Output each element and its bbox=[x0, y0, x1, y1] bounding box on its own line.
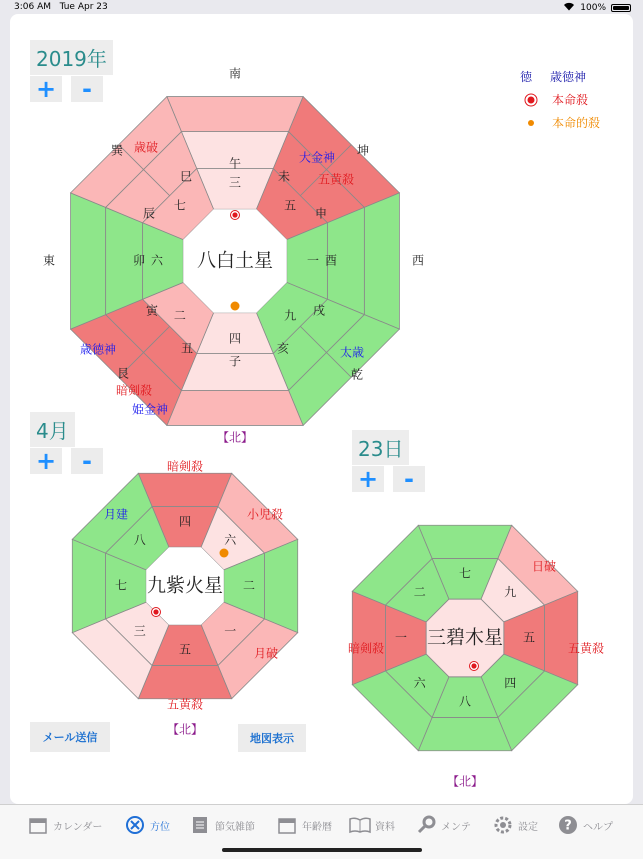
year-dir-inui: 乾 bbox=[350, 367, 364, 382]
month-label-br: 月破 bbox=[253, 646, 279, 661]
status-time-date bbox=[14, 2, 108, 12]
day-star-3: 四 bbox=[504, 675, 517, 690]
tab-calendar[interactable] bbox=[28, 815, 102, 835]
year-star-7: 七 bbox=[173, 198, 186, 213]
year-branch-hitsuji: 未 bbox=[277, 169, 291, 184]
year-dir-north: 【北】 bbox=[216, 430, 254, 445]
mail-send-button[interactable]: メール送信 bbox=[30, 722, 110, 752]
tab-label-help: ヘルプ bbox=[583, 821, 613, 833]
month-label-tr: 小児殺 bbox=[246, 507, 284, 522]
year-branch-i: 亥 bbox=[276, 341, 290, 356]
year-branch-mi: 巳 bbox=[179, 169, 193, 184]
year-minus-button[interactable]: - bbox=[71, 76, 103, 102]
year-dir-son: 巽 bbox=[110, 143, 124, 158]
tab-label-direction: 方位 bbox=[150, 821, 170, 833]
tab-maintenance[interactable] bbox=[416, 815, 471, 835]
month-sector-6-ring-0 bbox=[72, 539, 105, 632]
year-branch-inu: 戌 bbox=[312, 303, 326, 318]
year-god-daikonjin: 大金神 bbox=[298, 150, 336, 165]
age-calendar-icon bbox=[277, 815, 297, 835]
battery-icon bbox=[611, 4, 631, 12]
year-dir-east: 東 bbox=[42, 253, 56, 268]
day-center-star: 三碧木星 bbox=[426, 626, 504, 649]
year-evil-saiha: 歳破 bbox=[133, 140, 159, 155]
year-sector-2-ring-0 bbox=[364, 193, 399, 329]
month-star-7: 八 bbox=[133, 533, 146, 548]
year-branch-ne: 子 bbox=[228, 354, 242, 369]
legend-item-saitokujin bbox=[520, 68, 586, 85]
status-time: 3:06 AM bbox=[14, 2, 51, 12]
content-panel bbox=[10, 14, 633, 804]
month-marker-2 bbox=[153, 609, 158, 614]
year-star-5: 二 bbox=[173, 308, 186, 323]
year-god-taisai: 太歳 bbox=[339, 345, 365, 360]
legend-label-honmeitekisatsu: 本命的殺 bbox=[552, 116, 601, 130]
month-plus-button[interactable]: + bbox=[30, 448, 62, 474]
month-center-star: 九紫火星 bbox=[146, 574, 224, 597]
year-dir-west: 西 bbox=[411, 253, 425, 268]
day-sector-6-ring-0 bbox=[352, 591, 385, 684]
month-star-4: 五 bbox=[178, 642, 192, 657]
month-star-5: 三 bbox=[133, 623, 146, 638]
legend-item-honmeisatsu bbox=[520, 91, 588, 108]
svg-text:?: ? bbox=[564, 818, 572, 834]
day-star-0: 七 bbox=[458, 566, 472, 581]
day-label-left: 暗剣殺 bbox=[347, 641, 385, 656]
status-right bbox=[563, 2, 631, 14]
book-icon bbox=[350, 815, 370, 835]
tab-materials[interactable] bbox=[350, 815, 395, 835]
year-branch-u: 卯 bbox=[132, 253, 146, 268]
red-dot-icon bbox=[520, 93, 542, 107]
day-label-tr: 日破 bbox=[531, 559, 557, 574]
day-label: 23日 bbox=[352, 430, 409, 465]
year-honmeitekisatsu-marker bbox=[231, 302, 240, 311]
year-dir-gon: 艮 bbox=[116, 366, 130, 381]
year-evil-ankensatsu: 暗剣殺 bbox=[115, 383, 153, 398]
tab-label-calendar: カレンダー bbox=[53, 821, 103, 833]
year-branch-tora: 寅 bbox=[145, 303, 159, 318]
month-marker-0 bbox=[220, 549, 229, 558]
calendar-icon bbox=[28, 815, 48, 835]
year-star-6: 六 bbox=[150, 253, 164, 268]
month-label-tl: 月建 bbox=[103, 507, 129, 522]
help-icon bbox=[558, 815, 578, 835]
tab-label-sekki: 節気雑節 bbox=[215, 821, 255, 833]
year-star-1: 五 bbox=[284, 198, 297, 213]
day-sector-4-ring-0 bbox=[418, 717, 511, 750]
year-branch-uma: 午 bbox=[228, 156, 242, 171]
month-star-2: 二 bbox=[242, 578, 256, 593]
day-star-7: 二 bbox=[413, 585, 426, 600]
day-sector-2-ring-0 bbox=[544, 591, 577, 684]
day-star-6: 一 bbox=[394, 630, 408, 645]
wrench-icon bbox=[416, 815, 436, 835]
tab-help[interactable] bbox=[558, 815, 613, 835]
day-star-1: 九 bbox=[504, 585, 517, 600]
home-indicator bbox=[222, 848, 422, 852]
gear-icon bbox=[493, 815, 513, 835]
month-star-0: 四 bbox=[178, 514, 192, 529]
tab-age[interactable] bbox=[277, 815, 332, 835]
year-star-2: 一 bbox=[306, 253, 320, 268]
month-sector-0-ring-0 bbox=[138, 473, 231, 506]
document-icon bbox=[190, 815, 210, 835]
day-minus-button[interactable]: - bbox=[393, 466, 425, 492]
year-evil-gooosatsu: 五黄殺 bbox=[317, 172, 355, 187]
year-god-saitokujin: 歳徳神 bbox=[79, 342, 117, 357]
day-direction-chart bbox=[332, 504, 605, 789]
day-dir-north: 【北】 bbox=[446, 774, 484, 789]
month-dir-north: 【北】 bbox=[166, 722, 204, 737]
status-bar bbox=[0, 0, 643, 14]
legend-item-honmeitekisatsu bbox=[520, 114, 600, 131]
year-dir-south: 南 bbox=[228, 66, 242, 81]
map-display-button[interactable]: 地図表示 bbox=[238, 724, 306, 752]
tab-direction[interactable] bbox=[125, 815, 170, 835]
day-star-2: 五 bbox=[522, 630, 536, 645]
month-minus-button[interactable]: - bbox=[71, 448, 103, 474]
legend-label-saitokujin: 歳徳神 bbox=[550, 70, 587, 84]
day-plus-button[interactable]: + bbox=[352, 466, 384, 492]
year-sector-6-ring-0 bbox=[71, 193, 106, 329]
month-star-3: 一 bbox=[224, 623, 237, 638]
tab-label-maintenance: メンテ bbox=[441, 821, 471, 833]
year-direction-chart bbox=[40, 64, 440, 444]
day-marker-1 bbox=[471, 663, 476, 668]
tab-label-materials: 資料 bbox=[375, 821, 395, 833]
year-star-4: 四 bbox=[228, 331, 242, 346]
month-star-6: 七 bbox=[114, 578, 128, 593]
legend-label-honmeisatsu: 本命殺 bbox=[552, 93, 589, 107]
year-label: 2019年 bbox=[30, 40, 113, 75]
year-plus-button[interactable]: + bbox=[30, 76, 62, 102]
day-label-right: 五黄殺 bbox=[567, 641, 605, 656]
year-star-3: 九 bbox=[284, 308, 297, 323]
tab-label-age: 年齢暦 bbox=[302, 821, 332, 833]
year-branch-ushi: 丑 bbox=[180, 341, 194, 356]
month-label-bottom: 五黄殺 bbox=[166, 697, 204, 712]
orange-dot-icon bbox=[520, 118, 542, 128]
month-star-1: 六 bbox=[224, 533, 237, 548]
tab-settings[interactable] bbox=[493, 815, 538, 835]
year-honmeisatsu-dot bbox=[232, 212, 237, 217]
battery-percent: 100% bbox=[580, 3, 606, 13]
year-star-0: 三 bbox=[228, 175, 242, 190]
year-branch-tatsu: 辰 bbox=[142, 206, 156, 221]
month-sector-2-ring-0 bbox=[264, 539, 297, 632]
year-dir-kon: 坤 bbox=[356, 143, 370, 158]
toku-mark: 徳 bbox=[520, 70, 533, 84]
day-star-5: 六 bbox=[413, 675, 426, 690]
tab-sekki[interactable] bbox=[190, 815, 255, 835]
tab-label-settings: 設定 bbox=[518, 821, 538, 833]
wifi-icon bbox=[563, 2, 575, 14]
day-star-4: 八 bbox=[458, 694, 472, 709]
year-god-himekonjin: 姫金神 bbox=[131, 402, 169, 417]
month-label-top: 暗剣殺 bbox=[166, 459, 204, 474]
month-label: 4月 bbox=[30, 412, 75, 447]
year-branch-tori: 酉 bbox=[324, 253, 338, 268]
year-sector-4-ring-0 bbox=[167, 390, 303, 425]
compass-icon bbox=[125, 815, 145, 835]
month-sector-4-ring-0 bbox=[138, 665, 231, 698]
day-sector-0-ring-0 bbox=[418, 525, 511, 558]
year-sector-0-ring-0 bbox=[167, 97, 303, 132]
month-direction-chart bbox=[50, 449, 320, 739]
year-center-star: 八白土星 bbox=[196, 249, 274, 272]
year-branch-saru: 申 bbox=[314, 206, 328, 221]
status-date: Tue Apr 23 bbox=[59, 2, 108, 12]
